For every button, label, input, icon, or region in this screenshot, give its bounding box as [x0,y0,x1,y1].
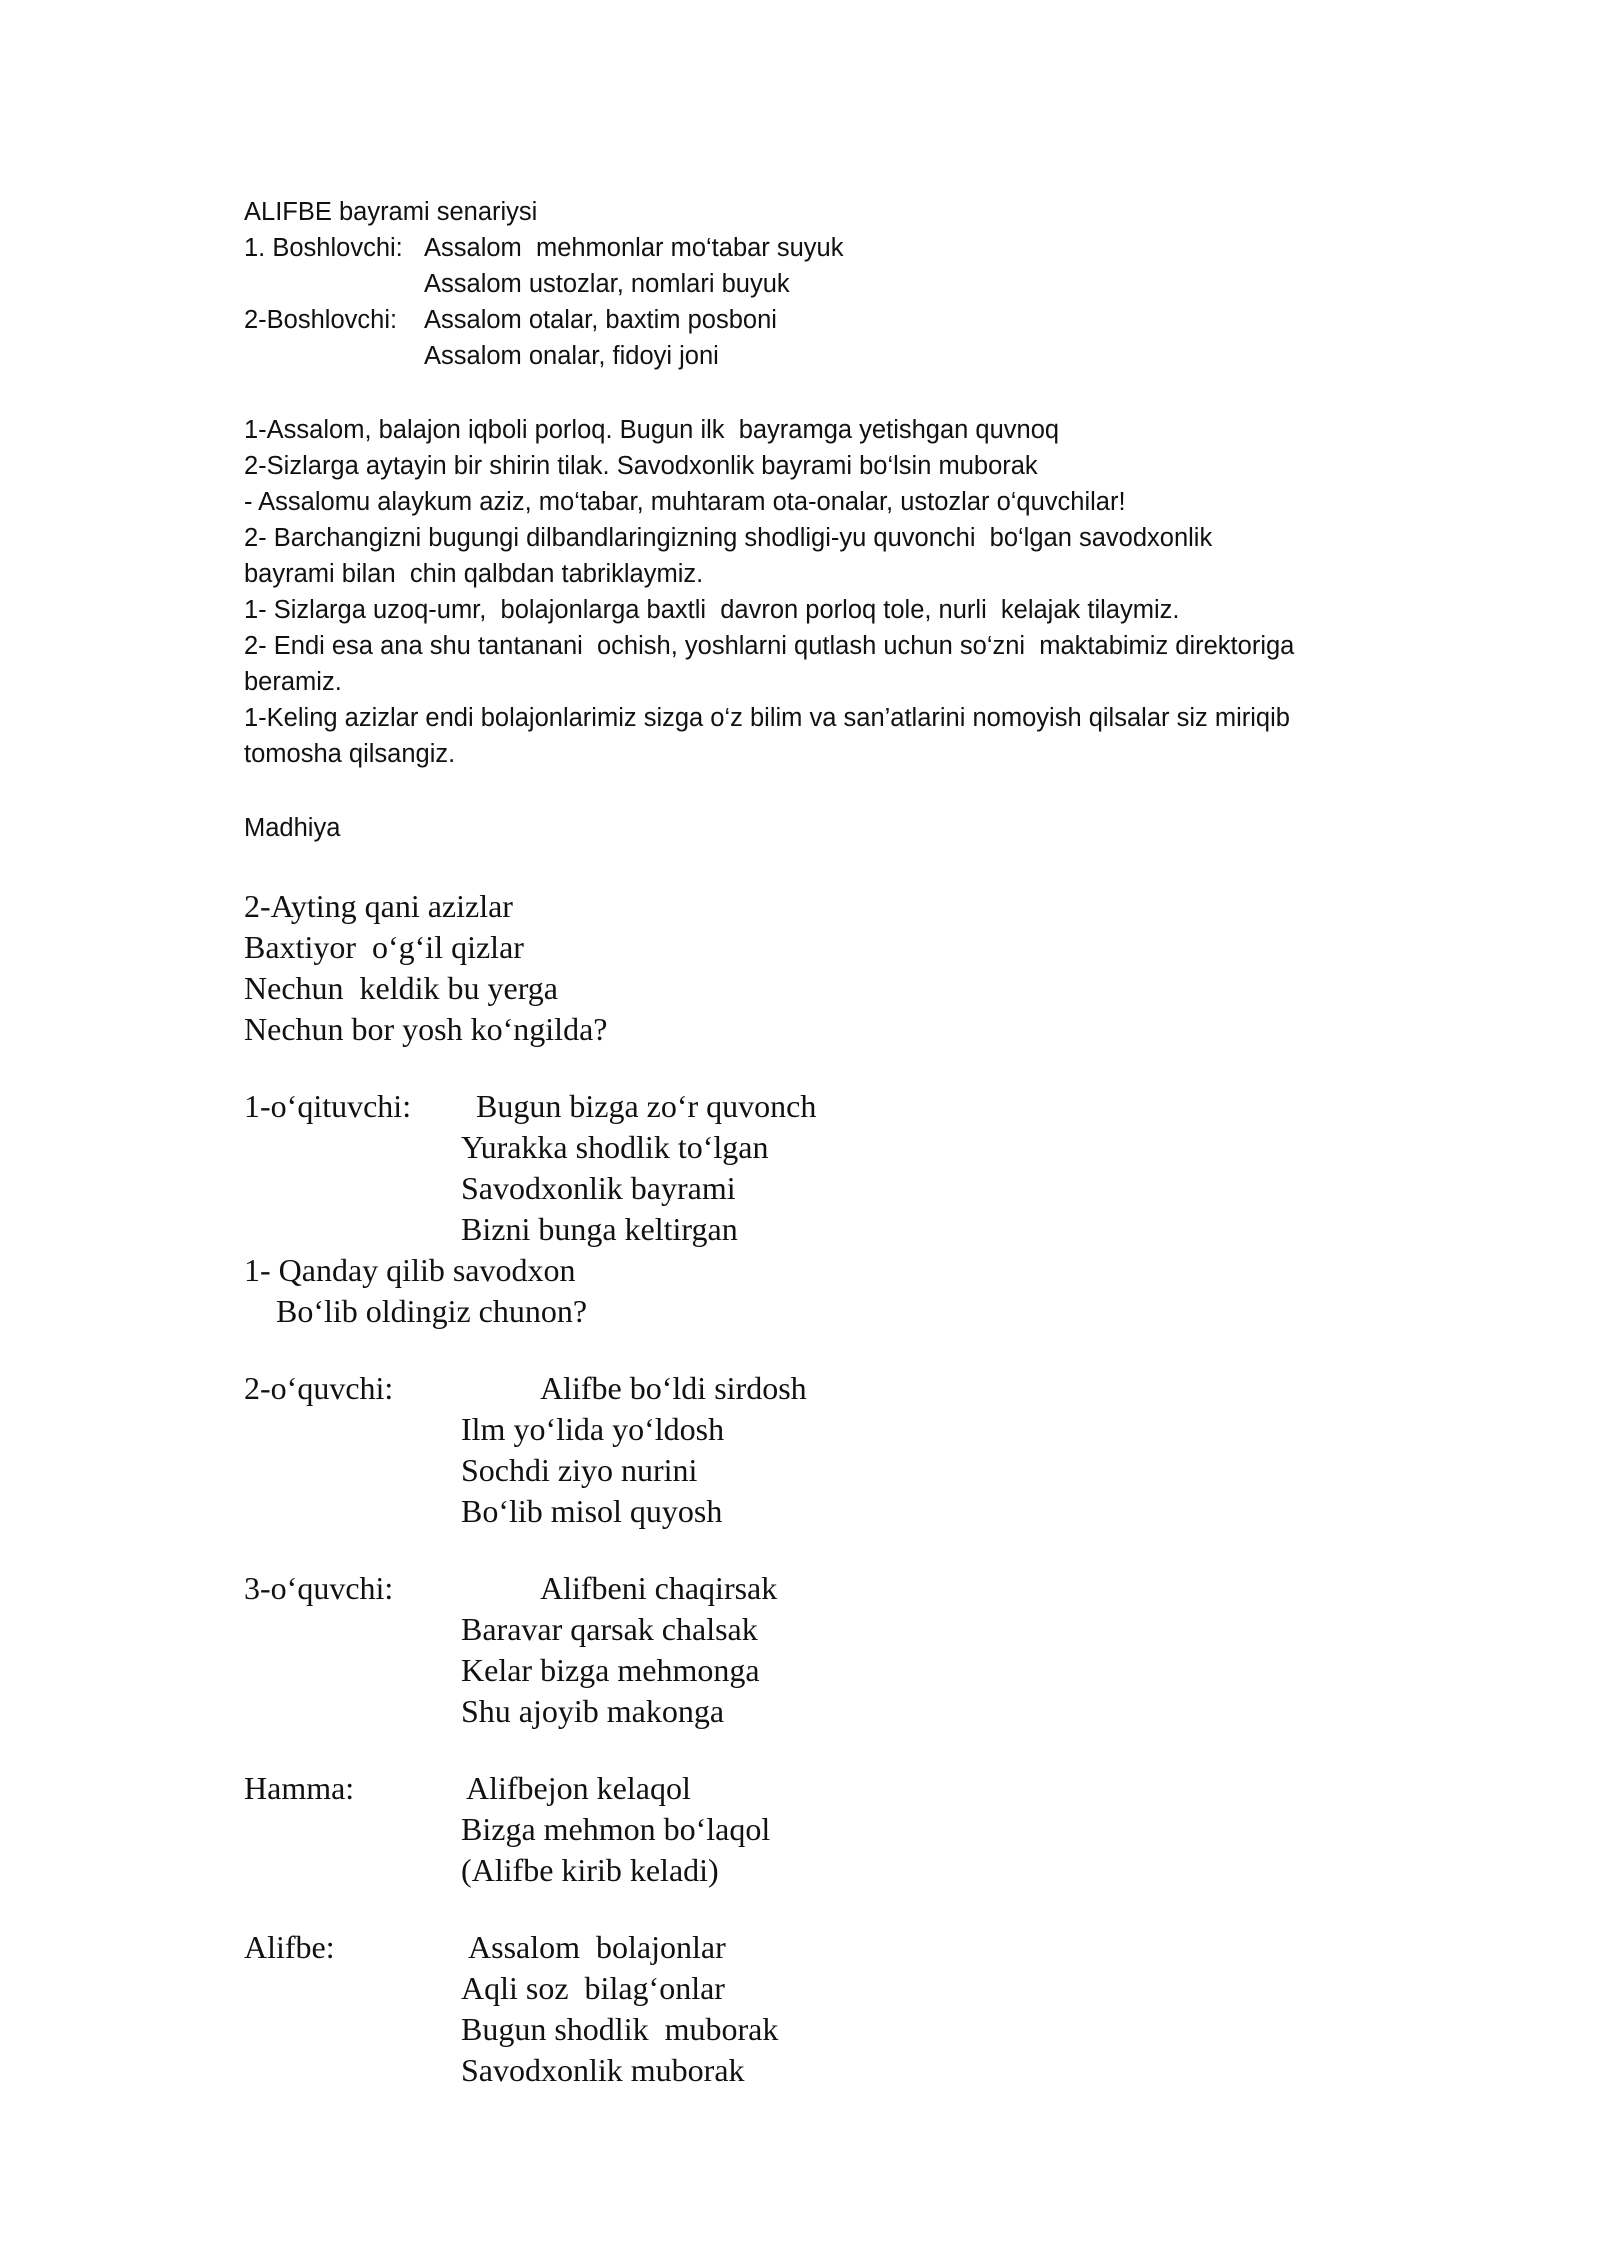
verse-line: Alifbejon kelaqol [466,1770,691,1806]
role-label: 2-o‘quvchi: [244,1370,394,1406]
prose-line: - Assalomu alaykum aziz, mo‘tabar, muhtaram ota-onalar, ustozlar o‘quvchilar! [244,488,1126,516]
verse-line: Bizga mehmon bo‘laqol [461,1811,771,1847]
verse-line: Aqli soz bilag‘onlar [461,1970,725,2006]
prose-line: 1-Assalom, balajon iqboli porloq. Bugun ilk bayramga yetishgan quvnoq [244,416,1060,444]
verse-line: Bugun shodlik muborak [461,2011,779,2047]
verse-line: Nechun bor yosh ko‘ngilda? [244,1011,608,1047]
intro-line: Assalom mehmonlar mo‘tabar suyuk [424,234,844,262]
verse-line: Sochdi ziyo nurini [461,1452,698,1488]
prose-line: 2-Sizlarga aytayin bir shirin tilak. Savodxonlik bayrami bo‘lsin muborak [244,452,1038,480]
role-label: Alifbe: [244,1929,335,1965]
stage-direction: (Alifbe kirib keladi) [461,1852,719,1888]
role-label: 1-o‘qituvchi: [244,1088,412,1124]
document-title: ALIFBE bayrami senariysi [244,198,538,226]
prose-line: 2- Endi esa ana shu tantanani ochish, yoshlarni qutlash uchun so‘zni maktabimiz direktoriga [244,632,1295,660]
prose-line: 2- Barchangizni bugungi dilbandlaringizning shodligi-yu quvonchi bo‘lgan savodxonlik [244,524,1213,552]
verse-line: Bizni bunga keltirgan [461,1211,738,1247]
prose-line: bayrami bilan chin qalbdan tabriklaymiz. [244,560,704,588]
prose-line: 1- Sizlarga uzoq-umr, bolajonlarga baxtli davron porloq tole, nurli kelajak tilaymiz. [244,596,1180,624]
verse-line: Bugun bizga zo‘r quvonch [476,1088,817,1124]
verse-line: Nechun keldik bu yerga [244,970,558,1006]
verse-line: Baxtiyor o‘g‘il qizlar [244,929,524,965]
verse-line: Bo‘lib oldingiz chunon? [276,1293,588,1329]
speaker-label: 2-Boshlovchi: [244,306,398,334]
verse-line: Savodxonlik muborak [461,2052,745,2088]
prose-line: tomosha qilsangiz. [244,740,456,768]
speaker-label: 1. Boshlovchi: [244,234,403,262]
role-label: 3-o‘quvchi: [244,1570,394,1606]
intro-line: Assalom onalar, fidoyi joni [424,342,719,370]
verse-line: Assalom bolajonlar [468,1929,726,1965]
verse-line: Savodxonlik bayrami [461,1170,736,1206]
verse-line: Yurakka shodlik to‘lgan [461,1129,769,1165]
verse-line: Alifbeni chaqirsak [540,1570,778,1606]
verse-line: 2-Ayting qani azizlar [244,888,513,924]
verse-line: Shu ajoyib makonga [461,1693,725,1729]
intro-line: Assalom otalar, baxtim posboni [424,306,777,334]
prose-line: 1-Keling azizlar endi bolajonlarimiz sizga o‘z bilim va san’atlarini nomoyish qilsalar siz miriqib [244,704,1290,732]
verse-line: Ilm yo‘lida yo‘ldosh [461,1411,725,1447]
section-heading: Madhiya [244,814,341,842]
prose-line: beramiz. [244,668,342,696]
verse-line: Bo‘lib misol quyosh [461,1493,723,1529]
verse-line: Baravar qarsak chalsak [461,1611,758,1647]
verse-line: Alifbe bo‘ldi sirdosh [540,1370,807,1406]
intro-line: Assalom ustozlar, nomlari buyuk [424,270,790,298]
verse-line: Kelar bizga mehmonga [461,1652,760,1688]
verse-line: 1- Qanday qilib savodxon [244,1252,576,1288]
role-label: Hamma: [244,1770,355,1806]
